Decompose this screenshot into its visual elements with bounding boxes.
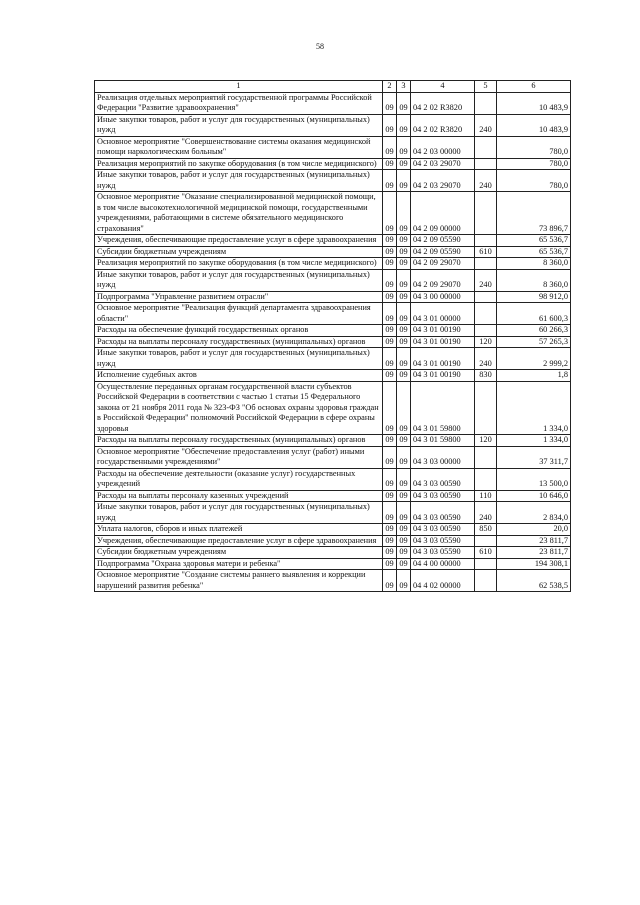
row-amount-cell: 13 500,0 <box>497 468 571 490</box>
row-name-cell: Основное мероприятие "Обеспечение предоставления услуг (работ) иными государственными учреждениями" <box>95 446 383 468</box>
row-amount-cell: 98 912,0 <box>497 291 571 303</box>
row-name-cell: Расходы на выплаты персоналу государственных (муниципальных) органов <box>95 336 383 348</box>
row-expense-type-cell: 240 <box>475 269 497 291</box>
table-row <box>95 92 571 114</box>
row-expense-type-cell: 850 <box>475 524 497 536</box>
row-target-article-cell: 04 2 02 R3820 <box>411 92 475 114</box>
table-row <box>95 303 571 325</box>
row-section-cell: 09 <box>383 535 397 547</box>
row-expense-type-cell <box>475 192 497 235</box>
row-section-cell: 09 <box>383 446 397 468</box>
table-row <box>95 502 571 524</box>
row-subsection-cell: 09 <box>397 336 411 348</box>
budget-table <box>94 80 571 592</box>
row-name-cell: Расходы на выплаты персоналу казенных учреждений <box>95 490 383 502</box>
row-name-cell: Расходы на обеспечение деятельности (оказание услуг) государственных учреждений <box>95 468 383 490</box>
row-section-cell: 09 <box>383 435 397 447</box>
row-name-cell: Уплата налогов, сборов и иных платежей <box>95 524 383 536</box>
row-expense-type-cell <box>475 570 497 592</box>
row-name-cell: Реализация мероприятий по закупке оборудования (в том числе медицинского) <box>95 158 383 170</box>
row-expense-type-cell: 120 <box>475 435 497 447</box>
row-section-cell: 09 <box>383 170 397 192</box>
table-row <box>95 490 571 502</box>
row-amount-cell: 780,0 <box>497 136 571 158</box>
table-row <box>95 524 571 536</box>
table-row <box>95 381 571 435</box>
row-target-article-cell: 04 3 01 00190 <box>411 325 475 337</box>
row-target-article-cell: 04 3 03 00590 <box>411 524 475 536</box>
row-target-article-cell: 04 3 01 59800 <box>411 381 475 435</box>
row-section-cell: 09 <box>383 490 397 502</box>
table-row <box>95 325 571 337</box>
row-target-article-cell: 04 3 03 00590 <box>411 490 475 502</box>
row-expense-type-cell: 830 <box>475 370 497 382</box>
table-row <box>95 114 571 136</box>
row-amount-cell: 65 536,7 <box>497 235 571 247</box>
row-subsection-cell: 09 <box>397 235 411 247</box>
row-expense-type-cell: 610 <box>475 246 497 258</box>
row-amount-cell: 10 483,9 <box>497 92 571 114</box>
row-expense-type-cell: 240 <box>475 502 497 524</box>
row-section-cell: 09 <box>383 502 397 524</box>
row-section-cell: 09 <box>383 303 397 325</box>
row-expense-type-cell: 610 <box>475 547 497 559</box>
row-name-cell: Иные закупки товаров, работ и услуг для государственных (муниципальных) нужд <box>95 502 383 524</box>
table-row <box>95 136 571 158</box>
row-expense-type-cell <box>475 258 497 270</box>
row-expense-type-cell <box>475 446 497 468</box>
row-name-cell: Исполнение судебных актов <box>95 370 383 382</box>
row-amount-cell: 780,0 <box>497 170 571 192</box>
row-subsection-cell: 09 <box>397 348 411 370</box>
row-section-cell: 09 <box>383 192 397 235</box>
row-target-article-cell: 04 2 03 29070 <box>411 158 475 170</box>
row-section-cell: 09 <box>383 291 397 303</box>
row-amount-cell: 2 834,0 <box>497 502 571 524</box>
table-row <box>95 170 571 192</box>
row-amount-cell: 65 536,7 <box>497 246 571 258</box>
column-header-subsection: 3 <box>397 81 411 93</box>
row-subsection-cell: 09 <box>397 446 411 468</box>
row-amount-cell: 8 360,0 <box>497 258 571 270</box>
row-name-cell: Реализация мероприятий по закупке оборудования (в том числе медицинского) <box>95 258 383 270</box>
row-target-article-cell: 04 3 01 00190 <box>411 336 475 348</box>
row-subsection-cell: 09 <box>397 303 411 325</box>
row-subsection-cell: 09 <box>397 258 411 270</box>
row-subsection-cell: 09 <box>397 570 411 592</box>
row-target-article-cell: 04 2 09 05590 <box>411 246 475 258</box>
table-row <box>95 570 571 592</box>
row-subsection-cell: 09 <box>397 502 411 524</box>
row-amount-cell: 1 334,0 <box>497 381 571 435</box>
row-name-cell: Иные закупки товаров, работ и услуг для государственных (муниципальных) нужд <box>95 170 383 192</box>
row-expense-type-cell: 110 <box>475 490 497 502</box>
row-expense-type-cell <box>475 235 497 247</box>
row-name-cell: Иные закупки товаров, работ и услуг для государственных (муниципальных) нужд <box>95 269 383 291</box>
row-name-cell: Основное мероприятие "Оказание специализированной медицинской помощи, в том числе высокотехнологичной медицинской помощи, государственными учреждениями, работающими в системе обязательного медицинского страхования" <box>95 192 383 235</box>
row-target-article-cell: 04 2 02 R3820 <box>411 114 475 136</box>
row-subsection-cell: 09 <box>397 558 411 570</box>
row-amount-cell: 23 811,7 <box>497 547 571 559</box>
row-amount-cell: 194 308,1 <box>497 558 571 570</box>
row-target-article-cell: 04 3 01 00190 <box>411 348 475 370</box>
row-expense-type-cell <box>475 558 497 570</box>
row-subsection-cell: 09 <box>397 547 411 559</box>
row-subsection-cell: 09 <box>397 136 411 158</box>
row-expense-type-cell <box>475 158 497 170</box>
row-expense-type-cell: 240 <box>475 114 497 136</box>
row-expense-type-cell <box>475 303 497 325</box>
row-subsection-cell: 09 <box>397 269 411 291</box>
row-expense-type-cell <box>475 291 497 303</box>
row-section-cell: 09 <box>383 325 397 337</box>
row-target-article-cell: 04 2 09 00000 <box>411 192 475 235</box>
row-amount-cell: 37 311,7 <box>497 446 571 468</box>
row-subsection-cell: 09 <box>397 468 411 490</box>
row-section-cell: 09 <box>383 258 397 270</box>
row-target-article-cell: 04 3 03 00590 <box>411 502 475 524</box>
row-amount-cell: 61 600,3 <box>497 303 571 325</box>
row-section-cell: 09 <box>383 158 397 170</box>
column-header-expense-type: 5 <box>475 81 497 93</box>
row-target-article-cell: 04 2 09 05590 <box>411 235 475 247</box>
table-row <box>95 547 571 559</box>
row-section-cell: 09 <box>383 92 397 114</box>
row-name-cell: Основное мероприятие "Реализация функций департамента здравоохранения области" <box>95 303 383 325</box>
row-subsection-cell: 09 <box>397 370 411 382</box>
row-name-cell: Основное мероприятие "Создание системы раннего выявления и коррекции нарушений развития ребенка" <box>95 570 383 592</box>
row-target-article-cell: 04 3 01 00190 <box>411 370 475 382</box>
row-target-article-cell: 04 3 03 05590 <box>411 535 475 547</box>
row-section-cell: 09 <box>383 558 397 570</box>
row-target-article-cell: 04 3 01 00000 <box>411 303 475 325</box>
row-subsection-cell: 09 <box>397 114 411 136</box>
row-target-article-cell: 04 2 09 29070 <box>411 258 475 270</box>
row-subsection-cell: 09 <box>397 325 411 337</box>
table-row <box>95 269 571 291</box>
row-name-cell: Расходы на обеспечение функций государственных органов <box>95 325 383 337</box>
row-target-article-cell: 04 3 03 00590 <box>411 468 475 490</box>
row-subsection-cell: 09 <box>397 92 411 114</box>
row-subsection-cell: 09 <box>397 435 411 447</box>
row-amount-cell: 23 811,7 <box>497 535 571 547</box>
row-amount-cell: 10 483,9 <box>497 114 571 136</box>
table-row <box>95 291 571 303</box>
row-section-cell: 09 <box>383 381 397 435</box>
table-row <box>95 158 571 170</box>
table-row <box>95 235 571 247</box>
table-row <box>95 336 571 348</box>
row-amount-cell: 73 896,7 <box>497 192 571 235</box>
row-subsection-cell: 09 <box>397 170 411 192</box>
row-target-article-cell: 04 4 02 00000 <box>411 570 475 592</box>
table-row <box>95 246 571 258</box>
row-amount-cell: 1,8 <box>497 370 571 382</box>
row-subsection-cell: 09 <box>397 192 411 235</box>
row-subsection-cell: 09 <box>397 291 411 303</box>
row-name-cell: Реализация отдельных мероприятий государственной программы Российской Федерации "Развитие здравоохранения" <box>95 92 383 114</box>
row-amount-cell: 62 538,5 <box>497 570 571 592</box>
row-subsection-cell: 09 <box>397 535 411 547</box>
table-row <box>95 258 571 270</box>
row-section-cell: 09 <box>383 370 397 382</box>
row-amount-cell: 2 999,2 <box>497 348 571 370</box>
row-section-cell: 09 <box>383 524 397 536</box>
row-subsection-cell: 09 <box>397 381 411 435</box>
row-expense-type-cell <box>475 92 497 114</box>
table-row <box>95 192 571 235</box>
row-subsection-cell: 09 <box>397 158 411 170</box>
column-header-amount: 6 <box>497 81 571 93</box>
table-row <box>95 435 571 447</box>
row-name-cell: Учреждения, обеспечивающие предоставление услуг в сфере здравоохранения <box>95 235 383 247</box>
column-header-section: 2 <box>383 81 397 93</box>
table-row <box>95 370 571 382</box>
row-name-cell: Учреждения, обеспечивающие предоставление услуг в сфере здравоохранения <box>95 535 383 547</box>
row-name-cell: Расходы на выплаты персоналу государственных (муниципальных) органов <box>95 435 383 447</box>
row-section-cell: 09 <box>383 235 397 247</box>
page-number: 58 <box>316 42 324 51</box>
row-expense-type-cell <box>475 535 497 547</box>
row-expense-type-cell <box>475 381 497 435</box>
row-section-cell: 09 <box>383 468 397 490</box>
row-name-cell: Субсидии бюджетным учреждениям <box>95 547 383 559</box>
row-expense-type-cell: 240 <box>475 348 497 370</box>
row-section-cell: 09 <box>383 246 397 258</box>
column-header-name: 1 <box>95 81 383 93</box>
row-name-cell: Основное мероприятие "Совершенствование системы оказания медицинской помощи наркологическим больным" <box>95 136 383 158</box>
table-row <box>95 348 571 370</box>
row-target-article-cell: 04 3 03 05590 <box>411 547 475 559</box>
row-amount-cell: 8 360,0 <box>497 269 571 291</box>
row-amount-cell: 10 646,0 <box>497 490 571 502</box>
row-name-cell: Осуществление переданных органам государственной власти субъектов Российской Федерации в соответствии с частью 1 статьи 15 Федерального закона от 21 ноября 2011 года № 323-ФЗ "Об основах охраны здоровья граждан в Российской Федерации" полномочий Российской Федерации в сфере охраны здоровья <box>95 381 383 435</box>
row-subsection-cell: 09 <box>397 524 411 536</box>
row-section-cell: 09 <box>383 348 397 370</box>
row-section-cell: 09 <box>383 547 397 559</box>
row-target-article-cell: 04 2 03 29070 <box>411 170 475 192</box>
row-name-cell: Иные закупки товаров, работ и услуг для государственных (муниципальных) нужд <box>95 114 383 136</box>
row-section-cell: 09 <box>383 570 397 592</box>
row-subsection-cell: 09 <box>397 490 411 502</box>
row-section-cell: 09 <box>383 114 397 136</box>
table-row <box>95 446 571 468</box>
row-amount-cell: 57 265,3 <box>497 336 571 348</box>
row-target-article-cell: 04 3 01 59800 <box>411 435 475 447</box>
row-expense-type-cell <box>475 468 497 490</box>
row-expense-type-cell <box>475 136 497 158</box>
column-header-target-article: 4 <box>411 81 475 93</box>
row-target-article-cell: 04 4 00 00000 <box>411 558 475 570</box>
row-amount-cell: 20,0 <box>497 524 571 536</box>
row-name-cell: Подпрограмма "Охрана здоровья матери и ребенка" <box>95 558 383 570</box>
row-subsection-cell: 09 <box>397 246 411 258</box>
table-row <box>95 535 571 547</box>
row-amount-cell: 1 334,0 <box>497 435 571 447</box>
row-section-cell: 09 <box>383 136 397 158</box>
row-section-cell: 09 <box>383 336 397 348</box>
row-target-article-cell: 04 2 09 29070 <box>411 269 475 291</box>
table-row <box>95 558 571 570</box>
table-row <box>95 468 571 490</box>
table-header-row <box>95 81 571 93</box>
row-expense-type-cell: 240 <box>475 170 497 192</box>
row-name-cell: Подпрограмма "Управление развитием отрасли" <box>95 291 383 303</box>
row-target-article-cell: 04 3 03 00000 <box>411 446 475 468</box>
row-amount-cell: 60 266,3 <box>497 325 571 337</box>
row-section-cell: 09 <box>383 269 397 291</box>
row-target-article-cell: 04 2 03 00000 <box>411 136 475 158</box>
row-expense-type-cell: 120 <box>475 336 497 348</box>
row-expense-type-cell <box>475 325 497 337</box>
row-name-cell: Иные закупки товаров, работ и услуг для государственных (муниципальных) нужд <box>95 348 383 370</box>
row-target-article-cell: 04 3 00 00000 <box>411 291 475 303</box>
row-amount-cell: 780,0 <box>497 158 571 170</box>
row-name-cell: Субсидии бюджетным учреждениям <box>95 246 383 258</box>
